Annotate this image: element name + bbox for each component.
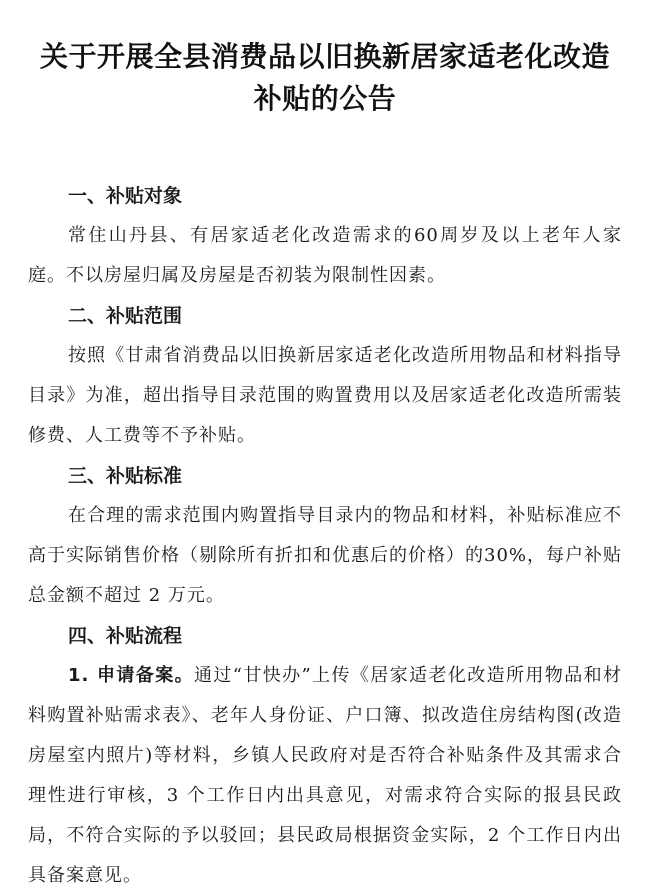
step-text: 通过“甘快办”上传《居家适老化改造所用物品和材料购置补贴需求表》、老年人身份证、户口簿、拟改造住房结构图(改造房屋室内照片)等材料，乡镇人民政府对是否符合补贴条件及其需求合理性进行审核，3 个工作日内出具意见，对需求符合实际的报县民政局，不符合实际的予以驳回；县民政局根据资金实际，2 个工作日内出具备案意见。: [28, 665, 622, 886]
document-body: [28, 176, 622, 896]
section-heading: 二、补贴范围: [68, 305, 183, 327]
section-heading: 三、补贴标准: [68, 465, 183, 487]
document-title: [28, 36, 622, 120]
section-heading: 一、补贴对象: [68, 185, 183, 207]
section-paragraph: 常住山丹县、有居家适老化改造需求的60周岁及以上老年人家庭。不以房屋归属及房屋是否初装为限制性因素。: [28, 225, 622, 286]
step-lead: 1. 申请备案。: [68, 665, 194, 686]
document-title-line-2: 补贴的公告: [253, 82, 397, 115]
section-subsidy-process: [28, 616, 622, 896]
document-title-line-1: 关于开展全县消费品以旧换新居家适老化改造: [39, 40, 610, 73]
section-heading: 四、补贴流程: [68, 625, 183, 647]
section-paragraph: [28, 656, 622, 896]
section-paragraph: 在合理的需求范围内购置指导目录内的物品和材料，补贴标准应不高于实际销售价格（剔除所有折扣和优惠后的价格）的30%，每户补贴总金额不超过 2 万元。: [28, 505, 623, 606]
section-subsidy-standard: [28, 456, 622, 616]
section-subsidy-scope: [28, 296, 622, 456]
section-paragraph: 按照《甘肃省消费品以旧换新居家适老化改造所用物品和材料指导目录》为准，超出指导目录范围的购置费用以及居家适老化改造所需装修费、人工费等不予补贴。: [28, 345, 622, 446]
section-subsidy-recipients: [28, 176, 622, 296]
